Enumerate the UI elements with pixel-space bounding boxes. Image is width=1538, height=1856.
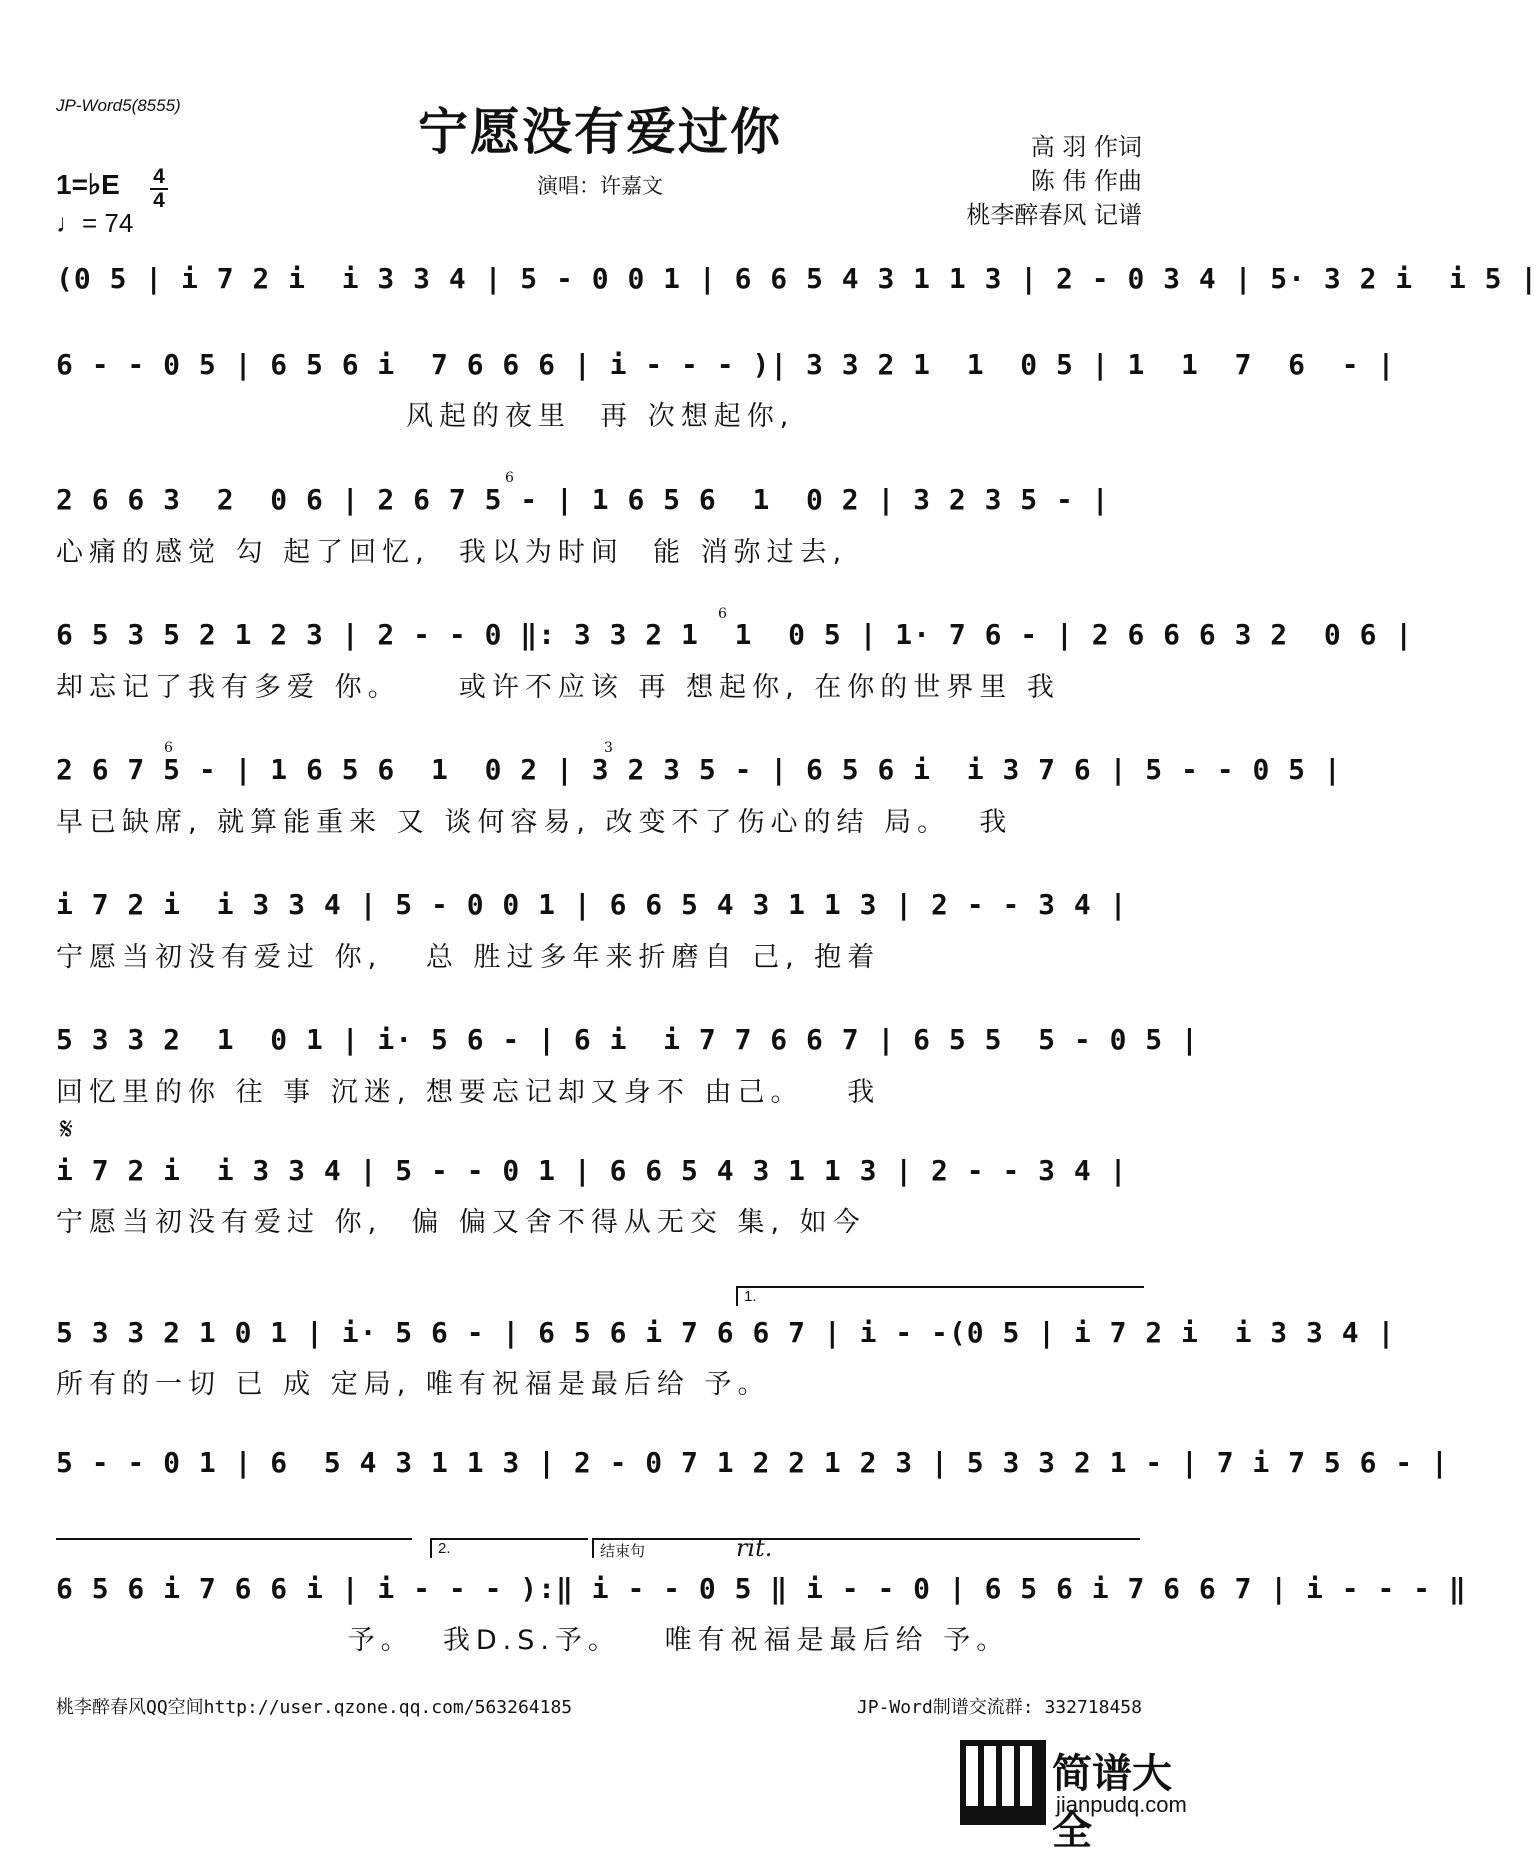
footer-group: JP-Word制谱交流群: 332718458 (856, 1697, 1142, 1718)
segno-sign: 𝄋 (60, 1112, 73, 1147)
score-line-4-notes: 6 5 3 5 2 1 2 3 | 2 - - 0 ‖: 3 3 2 1 1 0 5 | 1· 7 6 - | 2 6 6 6 3 2 0 6 | (56, 618, 1414, 651)
grace-note-mark-4: 3 (604, 740, 613, 756)
volta-first-ending: 1. (736, 1286, 1144, 1306)
score-line-6-notes: i 7 2 i i 3 3 4 | 5 - 0 0 1 | 6 6 5 4 3 1 1 3 | 2 - - 3 4 | (56, 888, 1128, 921)
score-line-9-notes: 5 3 3 2 1 0 1 | i· 5 6 - | 6 5 6 i 7 6 6 7 | i - -(0 5 | i 7 2 i i 3 3 4 | (56, 1316, 1396, 1349)
site-logo (960, 1740, 1200, 1854)
piano-keys-icon (960, 1740, 1046, 1825)
grace-note-mark-2: 6 (718, 606, 727, 622)
ritardando-mark: rit. (736, 1534, 773, 1562)
tempo-marking: ♩= 74 (56, 208, 134, 238)
score-line-8-notes: i 7 2 i i 3 3 4 | 5 - - 0 1 | 6 6 5 4 3 1 1 3 | 2 - - 3 4 | (56, 1154, 1128, 1187)
composer-credit: 陈 伟 作曲 (1030, 167, 1142, 195)
singer-label: 演唱：许嘉文 (537, 174, 663, 198)
footer-source: 桃李醉春风QQ空间http://user.qzone.qq.com/563264185 (56, 1697, 573, 1718)
score-line-3-lyrics: 心痛的感觉 勾 起了回忆, 我以为时间 能 消弥过去, (56, 537, 848, 568)
logo-url: jianpudq.com (1056, 1792, 1187, 1817)
score-line-5-lyrics: 早已缺席, 就算能重来 又 谈何容易, 改变不了伤心的结 局。 我 (56, 807, 1013, 838)
score-line-5-notes: 2 6 7 5 - | 1 6 5 6 1 0 2 | 3 2 3 5 - | 6 5 6 i i 3 7 6 | 5 - - 0 5 | (56, 753, 1342, 786)
meter-bottom: 4 (153, 189, 165, 212)
score-line-11-notes: 6 5 6 i 7 6 6 i | i - - - ):‖ i - - 0 5 ‖ i - - 0 | 6 5 6 i 7 6 6 7 | i - - - ‖ (56, 1572, 1467, 1605)
grace-note-mark-3: 6 (164, 740, 173, 756)
score-line-3-notes: 2 6 6 3 2 0 6 | 2 6 7 5 - | 1 6 5 6 1 0 2 | 3 2 3 5 - | (56, 483, 1110, 516)
score-line-9-lyrics: 所有的一切 已 成 定局, 唯有祝福是最后给 予。 (56, 1369, 771, 1400)
score-line-4-lyrics: 却忘记了我有多爱 你。 或许不应该 再 想起你, 在你的世界里 我 (56, 672, 1060, 703)
score-line-7-notes: 5 3 3 2 1 0 1 | i· 5 6 - | 6 i i 7 7 6 6 7 | 6 5 5 5 - 0 5 | (56, 1023, 1199, 1056)
key-signature: 1=♭E (56, 169, 120, 200)
credits (966, 130, 1142, 232)
meter-top: 4 (153, 165, 165, 188)
lyricist-credit: 高 羽 作词 (1030, 133, 1142, 161)
grace-note-mark: 6 (505, 470, 514, 486)
score-line-1-notes: (0 5 | i 7 2 i i 3 3 4 | 5 - 0 0 1 | 6 6 5 4 3 1 1 3 | 2 - 0 3 4 | 5· 3 2 i i 5 | (56, 262, 1538, 295)
ending-phrase-bracket: 结束句 (592, 1538, 1140, 1558)
software-label: JP-Word5(8555) (56, 96, 181, 115)
volta-first-ending-continued (56, 1538, 412, 1540)
score-line-2-notes: 6 - - 0 5 | 6 5 6 i 7 6 6 6 | i - - - )| 3 3 2 1 1 0 5 | 1 1 7 6 - | (56, 348, 1396, 381)
song-title: 宁愿没有爱过你 (418, 102, 782, 161)
volta-second-ending: 2. (430, 1538, 588, 1558)
score-line-7-lyrics: 回忆里的你 往 事 沉迷, 想要忘记却又身不 由己。 我 (56, 1077, 881, 1108)
transcriber-credit: 桃李醉春风 记谱 (966, 201, 1142, 229)
score-line-2-lyrics: 风起的夜里 再 次想起你, (56, 401, 795, 432)
score-line-10-notes: 5 - - 0 1 | 6 5 4 3 1 1 3 | 2 - 0 7 1 2 2 1 2 3 | 5 3 3 2 1 - | 7 i 7 5 6 - | (56, 1446, 1449, 1479)
score-line-6-lyrics: 宁愿当初没有爱过 你, 总 胜过多年来折磨自 己, 抱着 (56, 942, 881, 973)
score-line-8-lyrics: 宁愿当初没有爱过 你, 偏 偏又舍不得从无交 集, 如今 (56, 1207, 866, 1238)
time-signature (150, 166, 168, 212)
score-line-11-lyrics: 予。 我D.S.予。 唯有祝福是最后给 予。 (56, 1625, 1010, 1656)
logo-name: 简谱大全 (1052, 1751, 1172, 1854)
